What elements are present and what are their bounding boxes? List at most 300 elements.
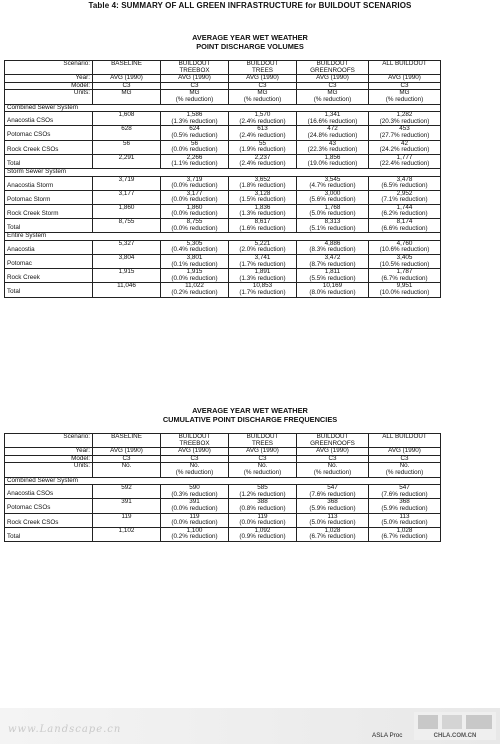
reduction: (0.0% reduction) [171,504,218,512]
value-cell [161,219,229,233]
value-cell [369,255,441,269]
data-row [5,176,441,190]
row-description-cell [5,255,93,269]
reduction: (24.2% reduction) [379,146,430,154]
value: 119 [121,512,132,520]
year-cell: AVG (1990) [369,75,441,83]
scenario-cell [229,61,297,75]
value: 11,022 [185,282,204,290]
unit-value: No. [257,462,268,470]
group-header-row [5,104,441,112]
value: 3,000 [324,189,341,197]
row-description: Rock Creek CSOs [7,518,59,526]
value-cell [161,112,229,126]
row-description-cell [5,269,93,283]
unit-note: (% reduction) [175,468,214,476]
row-description: Anacostia CSOs [7,117,54,125]
reduction: (8.0% reduction) [309,289,356,296]
reduction: (1.9% reduction) [239,146,286,154]
model-cell: C3 [297,82,369,90]
units-cell [369,90,441,104]
value: 3,741 [254,254,271,262]
reduction: (2.4% reduction) [239,117,286,125]
scenario-cell [297,434,369,448]
row-description-cell [5,140,93,154]
value-cell [93,140,161,154]
reduction: (0.2% reduction) [171,533,218,541]
value-cell [229,283,297,297]
section1-heading-line1: AVERAGE YEAR WET WEATHER [192,33,308,42]
year-cell: AVG (1990) [229,75,297,83]
value: 1,768 [324,203,341,211]
reduction: (7.6% reduction) [381,490,428,498]
model-cell: C3 [161,82,229,90]
year-cell: AVG (1990) [369,448,441,456]
scenario-cell [93,61,161,75]
value-cell [229,154,297,168]
value: 119 [257,512,268,520]
value-cell [161,154,229,168]
value-cell [161,190,229,204]
group-name: Entire System [5,233,93,241]
scenario-cell [161,434,229,448]
model-cell: C3 [369,82,441,90]
value-cell [297,513,369,527]
units-cell [161,90,229,104]
document-title: Table 4: SUMMARY OF ALL GREEN INFRASTRUCTURE for BUILDOUT SCENARIOS [88,1,412,10]
scenario-row [5,61,441,75]
value-cell [369,269,441,283]
value: 391 [121,498,132,506]
scenario-row [5,434,441,448]
model-cell: C3 [297,455,369,463]
value: 119 [189,512,200,520]
value-cell [229,499,297,513]
unit-note: (% reduction) [313,95,352,103]
scenario-cell [161,61,229,75]
data-row [5,204,441,218]
scenario-name: TREEBOX [179,439,210,447]
value: 388 [257,498,268,506]
value: 43 [328,139,336,147]
reduction: (0.0% reduction) [239,519,286,527]
reduction: (0.1% reduction) [171,260,218,268]
value-cell [297,240,369,254]
value-cell [297,269,369,283]
value-cell [229,219,297,233]
year-cell: AVG (1990) [161,448,229,456]
value-cell [369,240,441,254]
value-cell [297,499,369,513]
unit-note: (% reduction) [313,468,352,476]
value: 3,804 [118,254,135,262]
reduction: (10.5% reduction) [379,260,430,268]
scenario-name: TREES [252,439,273,447]
reduction: (0.0% reduction) [171,210,218,218]
chla-logo-icon [414,712,496,740]
reduction: (1.2% reduction) [239,490,286,498]
value-cell [93,485,161,499]
reduction: (0.9% reduction) [239,533,286,541]
row-description-cell [5,126,93,140]
value: 55 [258,139,266,147]
data-row [5,527,441,541]
group-header-row [5,233,441,241]
reduction: (24.8% reduction) [307,131,358,139]
asla-stamp: ASLA Proc [372,732,403,739]
scenario-name: TREEBOX [179,66,210,74]
value: 2,237 [254,153,271,161]
reduction: (5.9% reduction) [309,504,356,512]
value: 5,305 [186,239,203,247]
value: 624 [189,125,200,133]
value: 472 [327,125,338,133]
scenario-name: BUILDOUT [316,433,349,440]
value-cell [161,140,229,154]
unit-note: (% reduction) [243,95,282,103]
group-name: Combined Sewer System [5,477,93,485]
value: 3,177 [186,189,203,197]
scenario-name: TREES [252,66,273,74]
section2-heading-line1: AVERAGE YEAR WET WEATHER [192,406,308,415]
reduction: (0.0% reduction) [171,146,218,154]
reduction: (0.0% reduction) [171,519,218,527]
units-cell [93,463,161,477]
year-row [5,75,441,83]
unit-value: MG [121,89,132,97]
row-description-cell [5,499,93,513]
reduction: (0.4% reduction) [171,246,218,254]
value-cell [93,513,161,527]
data-row [5,140,441,154]
reduction: (10.6% reduction) [379,246,430,254]
value: 368 [327,498,338,506]
scenario-cell [369,434,441,448]
model-cell: C3 [229,82,297,90]
year-cell: AVG (1990) [297,448,369,456]
value-cell [161,513,229,527]
value-cell [229,176,297,190]
value: 1,028 [396,526,413,534]
scenario-name: GREENROOFS [310,66,355,74]
reduction: (0.3% reduction) [171,490,218,498]
value-cell [297,255,369,269]
value: 1,100 [186,526,203,534]
value-cell [229,513,297,527]
value: 3,801 [186,254,203,262]
units-cell [369,463,441,477]
value-cell [229,140,297,154]
group-name: Storm Sewer System [5,168,93,176]
value: 547 [399,484,410,492]
reduction: (1.7% reduction) [239,260,286,268]
value-cell [369,154,441,168]
value: 1,891 [254,268,271,276]
scenario-name: BUILDOUT [178,60,211,67]
value: 1,586 [186,111,203,119]
value: 1,608 [118,111,135,119]
unit-value: MG [399,89,410,97]
row-description: Rock Creek Storm [7,209,59,217]
reduction: (0.0% reduction) [171,224,218,232]
reduction: (1.3% reduction) [239,210,286,218]
value-cell [297,527,369,541]
value-cell [297,176,369,190]
scenario-name: BUILDOUT [316,60,349,67]
units-row [5,90,441,104]
value: 10,853 [252,282,273,290]
reduction: (0.5% reduction) [171,131,218,139]
value: 3,128 [254,189,271,197]
reduction: (6.7% reduction) [381,274,428,282]
scenario-name: ALL BUILDOUT [382,433,427,440]
value-cell [93,240,161,254]
value-cell [161,176,229,190]
section1-heading [0,33,500,51]
reduction: (1.3% reduction) [171,117,218,125]
value-cell [93,112,161,126]
units-cell [161,463,229,477]
value-cell [93,269,161,283]
row-description: Potomac CSOs [7,131,51,139]
value: 1,028 [324,526,341,534]
value-cell [297,485,369,499]
data-row [5,190,441,204]
model-cell: C3 [369,455,441,463]
unit-note: (% reduction) [243,468,282,476]
reduction: (5.6% reduction) [309,196,356,204]
data-row [5,513,441,527]
section2-heading-line2: CUMULATIVE POINT DISCHARGE FREQUENCIES [162,415,338,424]
reduction: (0.2% reduction) [171,289,218,296]
unit-value: No. [327,462,338,470]
value: 8,755 [186,218,203,226]
value: 2,266 [186,153,203,161]
data-row [5,283,441,297]
value: 42 [400,139,408,147]
units-cell [297,463,369,477]
value-cell [369,140,441,154]
data-row [5,269,441,283]
year-cell: AVG (1990) [93,75,161,83]
row-description-cell [5,219,93,233]
value: 1,102 [118,526,135,534]
units-cell [297,90,369,104]
row-description: Potomac CSOs [7,504,51,512]
value: 3,405 [396,254,413,262]
value: 3,652 [254,175,271,183]
value-cell [369,499,441,513]
reduction: (1.3% reduction) [239,274,286,282]
value-cell [229,240,297,254]
unit-note: (% reduction) [385,468,424,476]
row-description: Potomac Storm [7,195,51,203]
value: 1,092 [254,526,271,534]
value-cell [93,255,161,269]
row-label: Model: [5,455,93,463]
row-description: Anacostia CSOs [7,490,54,498]
year-cell: AVG (1990) [161,75,229,83]
point-discharge-volumes-table [4,60,441,298]
row-description: Anacostia [7,245,35,253]
value-cell [297,140,369,154]
value-cell [369,527,441,541]
units-cell [93,90,161,104]
scenario-cell [297,61,369,75]
value: 5,221 [254,239,271,247]
value-cell [369,283,441,297]
unit-value: MG [189,89,200,97]
value-cell [93,154,161,168]
year-cell: AVG (1990) [229,448,297,456]
value-cell [93,176,161,190]
value-cell [297,204,369,218]
reduction: (22.4% reduction) [379,160,430,168]
value-cell [369,204,441,218]
reduction: (1.6% reduction) [239,224,286,232]
value: 10,169 [322,282,343,290]
scenario-cell [369,61,441,75]
value-cell [369,126,441,140]
value: 1,282 [396,111,413,119]
reduction: (8.7% reduction) [309,260,356,268]
value-cell [161,269,229,283]
value-cell [161,283,229,297]
value: 547 [327,484,338,492]
row-description: Rock Creek [7,274,40,282]
data-row [5,154,441,168]
scenario-cell [93,434,161,448]
reduction: (0.8% reduction) [239,504,286,512]
reduction: (6.7% reduction) [381,533,428,541]
section1-heading-line2: POINT DISCHARGE VOLUMES [196,42,304,51]
row-description-cell [5,513,93,527]
value-cell [161,240,229,254]
reduction: (6.5% reduction) [381,182,428,190]
model-cell: C3 [161,455,229,463]
model-cell: C3 [93,82,161,90]
value-cell [161,255,229,269]
value: 2,952 [396,189,413,197]
unit-value: No. [399,462,410,470]
value-cell [229,527,297,541]
row-description: Rock Creek CSOs [7,145,59,153]
units-cell [229,90,297,104]
value: 368 [399,498,410,506]
reduction: (6.6% reduction) [381,224,428,232]
reduction: (16.6% reduction) [307,117,358,125]
value: 11,046 [117,282,136,290]
reduction: (20.3% reduction) [379,117,430,125]
scenario-name: BASELINE [111,433,142,440]
value-cell [161,527,229,541]
value-cell [93,190,161,204]
value: 585 [257,484,268,492]
value-cell [229,112,297,126]
value-cell [229,269,297,283]
value: 8,617 [254,218,271,226]
value: 1,860 [186,203,203,211]
value-cell [93,283,161,297]
value: 3,719 [118,175,135,183]
reduction: (2.4% reduction) [239,160,286,168]
value: 3,472 [324,254,341,262]
units-row [5,463,441,477]
reduction: (19.0% reduction) [307,160,358,168]
value: 1,570 [254,111,271,119]
row-label: Year: [5,75,93,83]
row-description-cell [5,485,93,499]
value: 1,744 [396,203,413,211]
row-description: Anacostia Storm [7,181,54,189]
reduction: (1.1% reduction) [171,160,218,168]
unit-note: (% reduction) [175,95,214,103]
reduction: (2.4% reduction) [239,131,286,139]
unit-value: No. [189,462,200,470]
value-cell [161,499,229,513]
value: 1,915 [186,268,203,276]
value: 3,177 [118,189,135,197]
point-discharge-frequencies-table [4,433,441,542]
watermark-text: www.Landscape.cn [8,724,122,735]
value: 1,856 [324,153,341,161]
row-description: Total [7,288,21,296]
row-label: Units: [5,90,93,104]
value: 3,478 [396,175,413,183]
value: 4,760 [396,239,413,247]
model-row [5,82,441,90]
value: 628 [121,125,132,133]
row-description-cell [5,527,93,541]
value-cell [297,126,369,140]
value-cell [161,204,229,218]
value-cell [369,219,441,233]
row-label: Scenario: [5,61,93,75]
scenario-name: BASELINE [111,60,142,67]
row-description: Total [7,224,21,232]
row-description-cell [5,154,93,168]
reduction: (6.7% reduction) [309,533,356,541]
row-label: Year: [5,448,93,456]
value: 1,915 [118,268,135,276]
reduction: (7.1% reduction) [381,196,428,204]
reduction: (5.9% reduction) [381,504,428,512]
data-row [5,240,441,254]
reduction: (0.0% reduction) [171,196,218,204]
unit-value: MG [257,89,268,97]
row-description-cell [5,112,93,126]
scenario-name: ALL BUILDOUT [382,60,427,67]
reduction: (1.5% reduction) [239,196,286,204]
reduction: (5.0% reduction) [309,519,356,527]
row-description-cell [5,190,93,204]
reduction: (22.3% reduction) [307,146,358,154]
value: 56 [122,139,130,147]
scenario-name: GREENROOFS [310,439,355,447]
group-spacer [93,168,441,176]
scenario-name: BUILDOUT [178,433,211,440]
value-cell [229,204,297,218]
reduction: (8.3% reduction) [309,246,356,254]
model-cell: C3 [229,455,297,463]
value-cell [297,112,369,126]
value: 8,313 [324,218,341,226]
group-header-row [5,168,441,176]
reduction: (2.0% reduction) [239,246,286,254]
year-cell: AVG (1990) [93,448,161,456]
value-cell [297,219,369,233]
reduction: (1.8% reduction) [239,182,286,190]
